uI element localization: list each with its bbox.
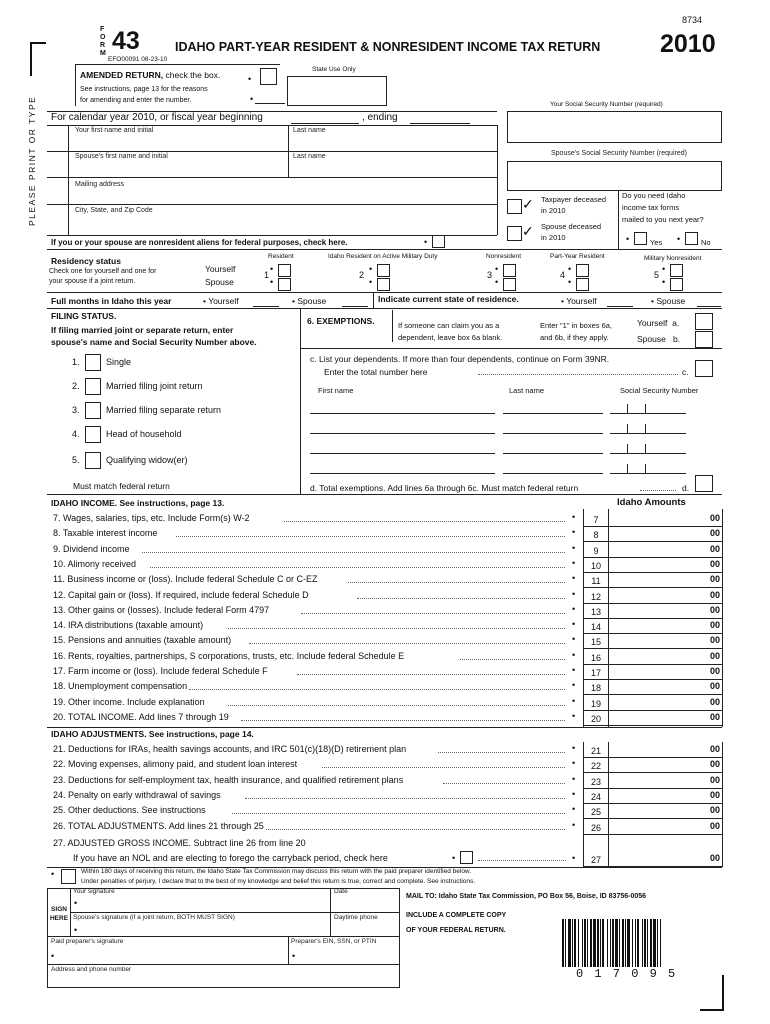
nonresident-alien-text: If you or your spouse are nonresident aliens for federal purposes, check here. — [51, 238, 348, 247]
exemptions-enter-note: Enter "1" in boxes 6a, and 6b, if they apply. — [540, 321, 613, 342]
filing-status-sub: If filing married joint or separate return, enter spouse's name and Social Security Number above. — [51, 325, 257, 347]
line-16-number: 16 — [590, 652, 601, 663]
line-18-number: 18 — [590, 683, 601, 694]
mail-to-address: MAIL TO: Idaho State Tax Commission, PO Box 56, Boise, ID 83756-0056 — [406, 893, 647, 900]
nonresident-alien-checkbox[interactable] — [432, 235, 445, 248]
form-id: 8734 — [682, 15, 703, 25]
calendar-ending: , ending — [362, 112, 398, 123]
line-13-label: 13. Other gains or (losses). Include federal Form 4797 — [53, 604, 270, 615]
line-24-number: 24 — [590, 791, 601, 802]
line-20-number: 20 — [590, 713, 601, 724]
line-14-amount[interactable]: 00 — [709, 620, 720, 631]
line-13-number: 13 — [590, 606, 601, 617]
line-7-number: 7 — [593, 515, 599, 525]
exemption-6a-box[interactable] — [695, 313, 713, 330]
idaho-income-title: IDAHO INCOME. See instructions, page 13. — [51, 498, 225, 508]
ssn-label: Your Social Security Number (required) — [550, 101, 663, 108]
line-19-number: 19 — [590, 698, 601, 709]
residency-desc: Check one for yourself and one for your spouse if a joint return. — [49, 268, 157, 285]
include-federal-return: INCLUDE A COMPLETE COPY OF YOUR FEDERAL RETURN. — [406, 912, 507, 934]
line-17-amount[interactable]: 00 — [709, 666, 720, 676]
line-22-amount[interactable]: 00 — [709, 759, 720, 770]
preparer-signature-label: Paid preparer's signature — [51, 938, 124, 945]
last-name-label: Last name — [293, 127, 326, 134]
line-9-label: 9. Dividend income — [53, 543, 130, 554]
exemptions-title: 6. EXEMPTIONS. — [307, 316, 375, 326]
spouse-deceased-label: Spouse deceased in 2010 — [541, 222, 602, 242]
line-27-number: 27 — [590, 855, 601, 865]
corner-mark-top-left — [30, 42, 46, 76]
spouse-last-name-label: Last name — [293, 153, 326, 160]
line-16-amount[interactable]: 00 — [709, 650, 720, 661]
line-17-label: 17. Farm income or (loss). Include federal Schedule F — [53, 666, 268, 676]
line-18-amount[interactable]: 00 — [709, 681, 720, 692]
military-nonresident-yourself-checkbox[interactable] — [670, 264, 683, 277]
line-27-amount[interactable]: 00 — [709, 853, 720, 863]
filing-status-label: Single — [106, 357, 132, 367]
line-25-number: 25 — [590, 807, 601, 818]
line-23-number: 23 — [590, 776, 601, 787]
residency-spouse-label: Spouse — [205, 277, 234, 287]
line-25-amount[interactable]: 00 — [709, 805, 720, 816]
line-12-label: 12. Capital gain or (loss). If required, include federal Schedule D — [53, 589, 309, 600]
line-20-label: 20. TOTAL INCOME. Add lines 7 through 19 — [53, 711, 229, 722]
line-18-label: 18. Unemployment compensation — [53, 681, 188, 692]
line-22-number: 22 — [590, 761, 601, 772]
line-24-label: 24. Penalty on early withdrawal of savings — [53, 789, 221, 800]
line-22-label: 22. Moving expenses, alimony paid, and student loan interest — [53, 759, 298, 770]
form-number: 43 — [112, 27, 140, 55]
date-label: Date — [334, 888, 348, 895]
line-9-number: 9 — [593, 545, 599, 556]
residency-col-resident: Resident — [268, 253, 294, 260]
filing-status-checkbox[interactable] — [85, 354, 101, 371]
line-16-label: 16. Rents, royalties, partnerships, S corporations, trusts, etc. Include federal Schedule E — [53, 650, 405, 661]
your-signature-label: Your signature — [73, 888, 115, 895]
filing-status-label: Qualifying widow(er) — [106, 455, 188, 465]
filing-status-checkbox[interactable] — [85, 402, 101, 419]
filing-status-number: 2. — [72, 381, 80, 391]
residency-col-partyear: Part-Year Resident — [550, 253, 605, 260]
line-15-label: 15. Pensions and annuities (taxable amount) — [53, 635, 232, 646]
taxpayer-deceased-label: Taxpayer deceased in 2010 — [541, 195, 607, 215]
barcode — [562, 919, 682, 969]
line-26-amount[interactable]: 00 — [709, 820, 720, 831]
amended-checkbox[interactable] — [260, 68, 277, 85]
resident-spouse-checkbox[interactable] — [278, 278, 291, 291]
line-25-label: 25. Other deductions. See instructions — [53, 805, 206, 816]
line-11-label: 11. Business income or (loss). Include federal Schedule C or C-EZ — [53, 574, 318, 585]
residency-col-military-nonresident: Military Nonresident — [644, 255, 702, 262]
city-state-zip-label: City, State, and Zip Code — [75, 207, 153, 214]
exemption-spouse-label: Spouse b. — [637, 334, 681, 344]
check-icon: ✓ — [522, 223, 534, 239]
ssn-box[interactable] — [507, 111, 722, 143]
dependents-total-label: Enter the total number here — [324, 367, 428, 377]
residency-col-nonresident: Nonresident — [486, 253, 522, 260]
mailing-address-label: Mailing address — [75, 181, 125, 188]
residency-title: Residency status — [51, 256, 121, 266]
line-14-number: 14 — [590, 622, 601, 633]
state-spouse: • Spouse — [651, 296, 686, 306]
barcode-number: 0 1 7 0 9 5 — [576, 967, 678, 981]
yes-label: Yes — [650, 238, 663, 247]
spouse-ssn-box[interactable] — [507, 161, 722, 191]
line-13-amount[interactable]: 00 — [709, 604, 720, 615]
preparer-discuss-notice: Within 180 days of receiving this return, the Idaho State Tax Commission may discuss this return with the paid preparer identified below. — [81, 868, 472, 875]
sign-here-label: SIGN HERE — [49, 906, 69, 922]
line-15-amount[interactable]: 00 — [709, 635, 720, 646]
dependents-last-name-header: Last name — [509, 386, 545, 395]
first-name-label: Your first name and initial — [75, 127, 154, 134]
print-or-type-label: PLEASE PRINT OR TYPE — [27, 95, 37, 226]
nol-checkbox[interactable] — [460, 851, 473, 864]
calendar-year-text: For calendar year 2010, or fiscal year beginning — [51, 112, 263, 123]
filing-status-label: Married filing separate return — [106, 405, 222, 415]
line-27-nol-text: If you have an NOL and are electing to forego the carryback period, check here — [73, 853, 388, 863]
line-11-number: 11 — [591, 576, 601, 587]
line-21-number: 21 — [590, 746, 601, 756]
nonresident-yourself-checkbox[interactable] — [503, 264, 516, 277]
forms-no-checkbox[interactable] — [685, 232, 698, 245]
idaho-amounts-header: Idaho Amounts — [617, 497, 686, 508]
nonresident-spouse-checkbox[interactable] — [503, 278, 516, 291]
residency-col-military: Idaho Resident on Active Military Duty — [328, 253, 438, 260]
filing-status-checkbox[interactable] — [85, 452, 101, 469]
line-9-amount[interactable]: 00 — [709, 543, 720, 554]
line-12-number: 12 — [590, 591, 601, 602]
amended-note: See instructions, page 13 for the reasons for amending and enter the number. — [80, 86, 208, 104]
line-19-label: 19. Other income. Include explanation — [53, 696, 205, 707]
taxpayer-deceased-checkbox[interactable] — [507, 199, 522, 214]
dependents-ssn-header: Social Security Number — [620, 386, 699, 395]
months-spouse: • Spouse — [292, 296, 327, 306]
state-yourself: • Yourself — [561, 296, 597, 306]
form-year: 2010 — [660, 30, 716, 58]
form-letters: F O R M — [100, 26, 106, 57]
line-7-label: 7. Wages, salaries, tips, etc. Include Form(s) W-2 — [53, 513, 250, 523]
line-26-label: 26. TOTAL ADJUSTMENTS. Add lines 21 through 25 — [53, 820, 264, 831]
dependents-first-name-header: First name — [318, 386, 354, 395]
need-forms-label: Do you need Idaho income tax forms mailed to you next year? — [622, 191, 704, 224]
filing-status-number: 3. — [72, 405, 80, 415]
line-10-amount[interactable]: 00 — [709, 558, 720, 569]
filing-status-label: Married filing joint return — [106, 381, 203, 391]
partyear-yourself-checkbox[interactable] — [576, 264, 589, 277]
preparer-discuss-checkbox[interactable] — [61, 869, 76, 884]
corner-mark-bottom-right — [700, 975, 724, 1011]
residency-yourself-label: Yourself — [205, 264, 236, 274]
form-title: IDAHO PART-YEAR RESIDENT & NONRESIDENT INCOME TAX RETURN — [175, 40, 601, 54]
filing-status-number: 1. — [72, 357, 80, 367]
preparer-id-label: Preparer's EIN, SSN, or PTIN — [291, 938, 377, 945]
line-11-amount[interactable]: 00 — [709, 574, 720, 585]
state-use-box — [287, 76, 387, 106]
filing-status-label: Head of household — [106, 429, 182, 439]
partyear-spouse-checkbox[interactable] — [576, 278, 589, 291]
line-15-number: 15 — [590, 637, 601, 648]
line-26-number: 26 — [590, 822, 601, 833]
idaho-adjustments-title: IDAHO ADJUSTMENTS. See instructions, page 14. — [51, 729, 254, 739]
line-12-amount[interactable]: 00 — [709, 589, 720, 600]
line-17-number: 17 — [590, 668, 601, 678]
no-label: No — [701, 238, 711, 247]
line-14-label: 14. IRA distributions (taxable amount) — [53, 620, 204, 631]
exemption-yourself-label: Yourself a. — [637, 318, 680, 328]
filing-status-checkbox[interactable] — [85, 378, 101, 395]
perjury-notice: Under penalties of perjury, I declare that to the best of my knowledge and belief this return is true, correct and complete. See instructions. — [81, 878, 476, 885]
spouse-signature-label: Spouse's signature (if a joint return, BOTH MUST SIGN) — [73, 914, 235, 921]
filing-status-title: FILING STATUS. — [51, 311, 117, 321]
form-code: EFO00091 08-23-10 — [108, 56, 168, 63]
resident-yourself-checkbox[interactable] — [278, 264, 291, 277]
dependents-count-box[interactable] — [695, 360, 713, 377]
dependents-instructions: c. List your dependents. If more than four dependents, continue on Form 39NR. — [310, 354, 610, 364]
spouse-first-name-label: Spouse's first name and initial — [75, 153, 168, 160]
line-23-label: 23. Deductions for self-employment tax, health insurance, and qualified retirement plans — [53, 774, 404, 785]
filing-status-number: 5. — [72, 455, 80, 465]
line-27-label: 27. ADJUSTED GROSS INCOME. Subtract line 26 from line 20 — [53, 838, 306, 848]
line-23-amount[interactable]: 00 — [709, 774, 720, 785]
line-8-number: 8 — [593, 530, 599, 541]
forms-yes-checkbox[interactable] — [634, 232, 647, 245]
daytime-phone-label: Daytime phone — [334, 914, 378, 921]
line-19-amount[interactable]: 00 — [709, 696, 720, 707]
total-exemptions-box[interactable] — [695, 475, 713, 492]
line-7-amount[interactable]: 00 — [709, 513, 720, 523]
line-8-amount[interactable]: 00 — [709, 528, 720, 539]
months-in-idaho-label: Full months in Idaho this year — [51, 296, 172, 306]
state-use-label: State Use Only — [312, 66, 356, 73]
check-icon: ✓ — [522, 196, 534, 212]
military-nonresident-spouse-checkbox[interactable] — [670, 278, 683, 291]
line-10-number: 10 — [590, 560, 601, 571]
spouse-ssn-label: Spouse's Social Security Number (required) — [551, 150, 687, 157]
address-phone-label: Address and phone number — [51, 966, 132, 973]
line-20-amount[interactable]: 00 — [709, 711, 720, 722]
line-21-amount[interactable]: 00 — [709, 744, 720, 754]
must-match-federal: Must match federal return — [73, 481, 170, 491]
amended-title: AMENDED RETURN, check the box. — [80, 70, 221, 80]
total-exemptions-label: d. Total exemptions. Add lines 6a through 6c. Must match federal return — [310, 483, 579, 493]
line-10-label: 10. Alimony received — [53, 558, 137, 569]
filing-status-number: 4. — [72, 429, 80, 439]
exemption-6b-box[interactable] — [695, 331, 713, 348]
spouse-deceased-checkbox[interactable] — [507, 226, 522, 241]
filing-status-checkbox[interactable] — [85, 426, 101, 443]
exemptions-claim-note: If someone can claim you as a dependent, leave box 6a blank. — [398, 321, 503, 342]
military-spouse-checkbox[interactable] — [377, 278, 390, 291]
line-24-amount[interactable]: 00 — [709, 789, 720, 800]
line-8-label: 8. Taxable interest income — [53, 528, 158, 539]
line-21-label: 21. Deductions for IRAs, health savings accounts, and IRC 501(c)(18)(D) retirement plan — [53, 744, 407, 754]
military-yourself-checkbox[interactable] — [377, 264, 390, 277]
current-state-label: Indicate current state of residence. — [378, 294, 519, 304]
months-yourself: • Yourself — [203, 296, 239, 306]
